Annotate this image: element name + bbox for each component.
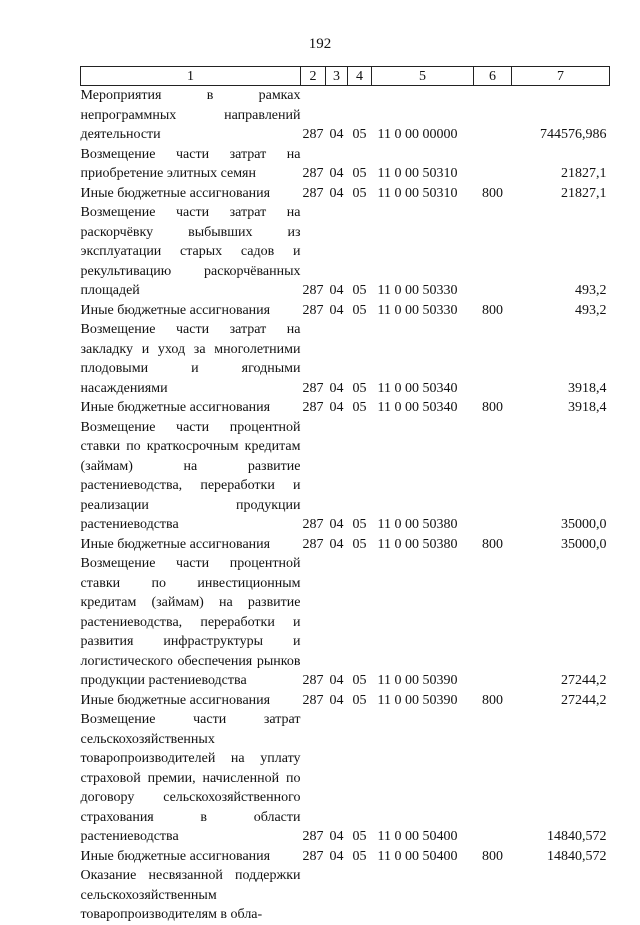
row-expense-type	[474, 866, 512, 925]
row-subsection-code: 05	[352, 829, 367, 844]
table-row	[81, 535, 610, 555]
row-target-article: 11 0 00 50390	[377, 673, 458, 688]
row-target-article: 11 0 00 50310	[377, 166, 458, 181]
row-admin-code: 287	[302, 673, 324, 688]
header-col-7: 7	[512, 67, 610, 86]
row-admin-code: 287	[302, 517, 324, 532]
table-header-row	[81, 67, 610, 86]
row-amount: 493,2	[575, 283, 607, 298]
header-col-3: 3	[326, 67, 348, 86]
header-col-5: 5	[372, 67, 474, 86]
row-amount: 493,2	[575, 302, 607, 318]
row-subsection-code: 05	[352, 166, 367, 181]
row-expense-type	[474, 320, 512, 398]
row-amount: 3918,4	[568, 380, 607, 396]
budget-table	[80, 66, 610, 925]
row-amount	[512, 866, 610, 925]
row-subsection-code: 05	[352, 517, 367, 532]
table-row	[81, 847, 610, 867]
table-row	[81, 866, 610, 925]
row-section-code: 04	[329, 302, 344, 318]
table-row	[81, 301, 610, 321]
row-expense-type	[474, 86, 512, 145]
row-target-article: 11 0 00 50390	[377, 692, 458, 708]
row-description: Иные бюджетные ассигнования	[80, 185, 271, 201]
row-target-article: 11 0 00 50380	[377, 517, 458, 532]
row-target-article: 11 0 00 50400	[377, 829, 458, 844]
table-row	[81, 184, 610, 204]
row-target-article: 11 0 00 50310	[377, 185, 458, 201]
table-row	[81, 691, 610, 711]
row-admin-code: 287	[302, 829, 324, 844]
header-col-4: 4	[348, 67, 372, 86]
row-subsection-code: 05	[352, 692, 367, 708]
row-description: Возмещение части процентной ставки по инвестиционным кредитам (займам) на развитие растениеводства, переработки и развития инфраструктуры и логистического обеспечения рынков продукции растениеводства	[80, 556, 301, 688]
row-description: Возмещение части затрат на раскорчёвку выбывших из эксплуатации старых садов и рекультивацию раскорчёванных площадей	[80, 205, 301, 298]
row-description: Возмещение части затрат сельскохозяйственных товаропроизводителей на уплату страховой премии, начисленной по договору сельскохозяйственного страхования в области растениеводства	[80, 712, 301, 844]
table-body	[81, 86, 610, 925]
row-admin-code: 287	[302, 283, 324, 298]
row-section-code: 04	[329, 400, 344, 415]
table-row	[81, 710, 610, 847]
row-subsection-code: 05	[352, 185, 367, 201]
row-subsection-code: 05	[352, 536, 367, 552]
row-section-code: 04	[329, 673, 344, 688]
row-expense-type: 800	[482, 400, 503, 415]
row-expense-type	[474, 710, 512, 847]
row-section-code: 04	[329, 380, 344, 396]
row-amount: 27244,2	[561, 673, 607, 688]
row-section-code: 04	[329, 283, 344, 298]
row-target-article: 11 0 00 50340	[377, 380, 458, 396]
row-subsection-code: 05	[352, 673, 367, 688]
row-section-code	[326, 866, 348, 925]
row-expense-type	[474, 145, 512, 184]
row-subsection-code	[348, 866, 372, 925]
header-col-6: 6	[474, 67, 512, 86]
table-row	[81, 554, 610, 691]
row-section-code: 04	[329, 829, 344, 844]
row-subsection-code: 05	[352, 400, 367, 415]
table-row	[81, 86, 610, 145]
row-amount: 35000,0	[561, 536, 607, 552]
row-subsection-code: 05	[352, 127, 367, 142]
row-admin-code: 287	[302, 380, 324, 396]
header-col-1: 1	[81, 67, 301, 86]
row-target-article: 11 0 00 50340	[377, 400, 458, 415]
row-target-article: 11 0 00 50330	[377, 283, 458, 298]
row-target-article: 11 0 00 50400	[377, 848, 458, 864]
page-number: 192	[308, 36, 332, 52]
row-amount: 35000,0	[561, 517, 607, 532]
row-amount: 3918,4	[568, 400, 607, 415]
table-row	[81, 203, 610, 301]
row-amount: 21827,1	[561, 185, 607, 201]
row-description: Возмещение части затрат на закладку и уход за многолетними плодовыми и ягодными насаждениями	[80, 322, 301, 396]
row-expense-type: 800	[482, 536, 503, 552]
row-description: Иные бюджетные ассигнования	[80, 692, 271, 708]
row-admin-code: 287	[302, 536, 324, 552]
row-subsection-code: 05	[352, 848, 367, 864]
row-target-article	[372, 866, 474, 925]
row-description: Возмещение части затрат на приобретение элитных семян	[80, 146, 301, 181]
row-amount: 14840,572	[547, 848, 607, 864]
row-description: Иные бюджетные ассигнования	[80, 302, 271, 318]
row-section-code: 04	[329, 166, 344, 181]
row-admin-code: 287	[302, 166, 324, 181]
row-description: Иные бюджетные ассигнования	[80, 400, 271, 415]
row-section-code: 04	[329, 848, 344, 864]
row-admin-code: 287	[302, 127, 324, 142]
row-subsection-code: 05	[352, 380, 367, 396]
row-expense-type: 800	[482, 848, 503, 864]
row-expense-type: 800	[482, 185, 503, 201]
row-expense-type: 800	[482, 692, 503, 708]
table-row	[81, 145, 610, 184]
row-admin-code: 287	[302, 302, 324, 318]
row-description: Иные бюджетные ассигнования	[80, 536, 271, 552]
row-description: Иные бюджетные ассигнования	[80, 848, 271, 864]
row-section-code: 04	[329, 185, 344, 201]
table-row	[81, 398, 610, 418]
row-section-code: 04	[329, 692, 344, 708]
row-admin-code: 287	[302, 848, 324, 864]
row-amount: 21827,1	[561, 166, 607, 181]
row-expense-type	[474, 418, 512, 535]
row-expense-type: 800	[482, 302, 503, 318]
row-target-article: 11 0 00 50330	[377, 302, 458, 318]
row-subsection-code: 05	[352, 302, 367, 318]
row-description: Оказание несвязанной поддержки сельскохозяйственным товаропроизводителям в обла-	[80, 868, 301, 922]
row-subsection-code: 05	[352, 283, 367, 298]
row-target-article: 11 0 00 50380	[377, 536, 458, 552]
row-amount: 14840,572	[547, 829, 607, 844]
header-col-2: 2	[301, 67, 326, 86]
row-section-code: 04	[329, 127, 344, 142]
row-admin-code	[301, 866, 326, 925]
row-expense-type	[474, 203, 512, 301]
table-row	[81, 320, 610, 398]
row-amount: 744576,986	[540, 127, 607, 142]
table-row	[81, 418, 610, 535]
row-description: Мероприятия в рамках непрограммных направлений деятельности	[80, 88, 301, 142]
row-section-code: 04	[329, 536, 344, 552]
row-description: Возмещение части процентной ставки по краткосрочным кредитам (займам) на развитие растениеводства, переработки и реализации продукции растениеводства	[80, 419, 301, 532]
row-target-article: 11 0 00 00000	[377, 127, 458, 142]
row-expense-type	[474, 554, 512, 691]
row-amount: 27244,2	[561, 692, 607, 708]
row-admin-code: 287	[302, 400, 324, 415]
row-admin-code: 287	[302, 692, 324, 708]
row-admin-code: 287	[302, 185, 324, 201]
row-section-code: 04	[329, 517, 344, 532]
